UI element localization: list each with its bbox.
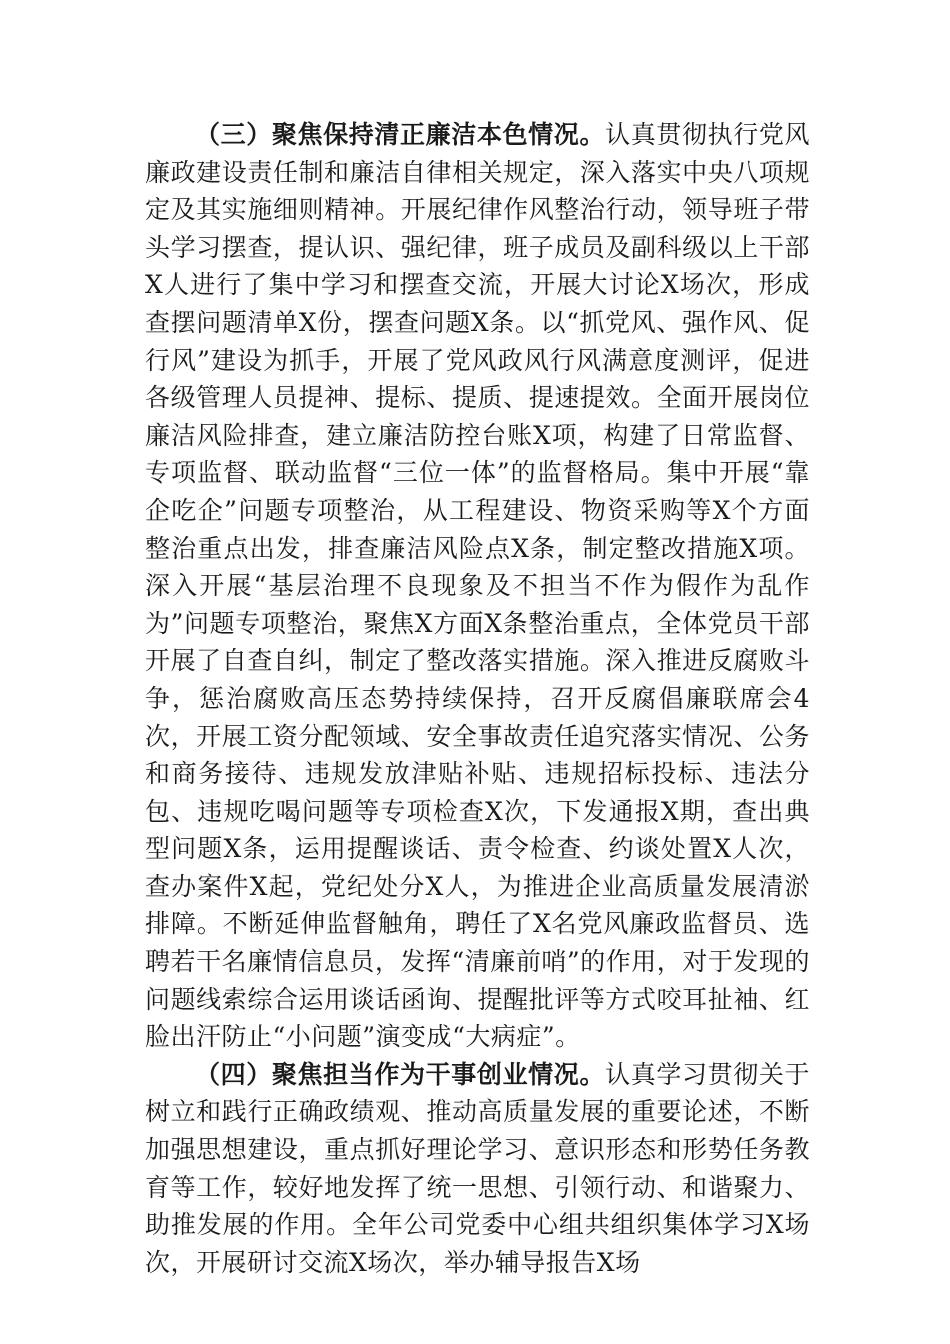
- section-3-heading: （三）聚焦保持清正廉洁本色情况。: [195, 120, 606, 149]
- section-3-body: 认真贯彻执行党风廉政建设责任制和廉洁自律相关规定，深入落实中央八项规定及其实施细则精神。开展纪律作风整治行动，领导班子带头学习摆查，提认识、强纪律，班子成员及副科级以上干部X人进行了集中学习和摆查交流，开展大讨论X场次，形成查摆问题清单X份，摆查问题X条。以“抓党风、强作风、促行风”建设为抓手，开展了党风政风行风满意度测评，促进各级管理人员提神、提标、提质、提速提效。全面开展岗位廉洁风险排查，建立廉洁防控台账X项，构建了日常监督、专项监督、联动监督“三位一体”的监督格局。集中开展“靠企吃企”问题专项整治，从工程建设、物资采购等X个方面整治重点出发，排查廉洁风险点X条，制定整改措施X项。深入开展“基层治理不良现象及不担当不作为假作为乱作为”问题专项整治，聚焦X方面X条整治重点，全体党员干部开展了自查自纠，制定了整改落实措施。深入推进反腐败斗争，惩治腐败高压态势持续保持，召开反腐倡廉联席会4次，开展工资分配领域、安全事故责任追究落实情况、公务和商务接待、违规发放津贴补贴、违规招标投标、违法分包、违规吃喝问题等专项检查X次，下发通报X期，查出典型问题X条，运用提醒谈话、责令检查、约谈处置X人次，查办案件X起，党纪处分X人，为推进企业高质量发展清淤排障。不断延伸监督触角，聘任了X名党风廉政监督员、选聘若干名廉情信息员，发挥“清廉前哨”的作用，对于发现的问题线索综合运用谈话函询、提醒批评等方式咬耳扯袖、红脸出汗防止“小问题”演变成“大病症”。: [145, 120, 810, 1052]
- section-4-body: 认真学习贯彻关于树立和践行正确政绩观、推动高质量发展的重要论述，不断加强思想建设，重点抓好理论学习、意识形态和形势任务教育等工作，较好地发挥了统一思想、引领行动、和谐聚力、助推发展的作用。全年公司党委中心组共组织集体学习X场次，开展研讨交流X场次，举办辅导报告X场: [145, 1059, 810, 1277]
- section-4-heading: （四）聚焦担当作为干事创业情况。: [195, 1059, 606, 1089]
- paragraph-section-4: [145, 1056, 810, 1282]
- paragraph-section-3: [145, 116, 810, 1056]
- document-body: [145, 116, 810, 1281]
